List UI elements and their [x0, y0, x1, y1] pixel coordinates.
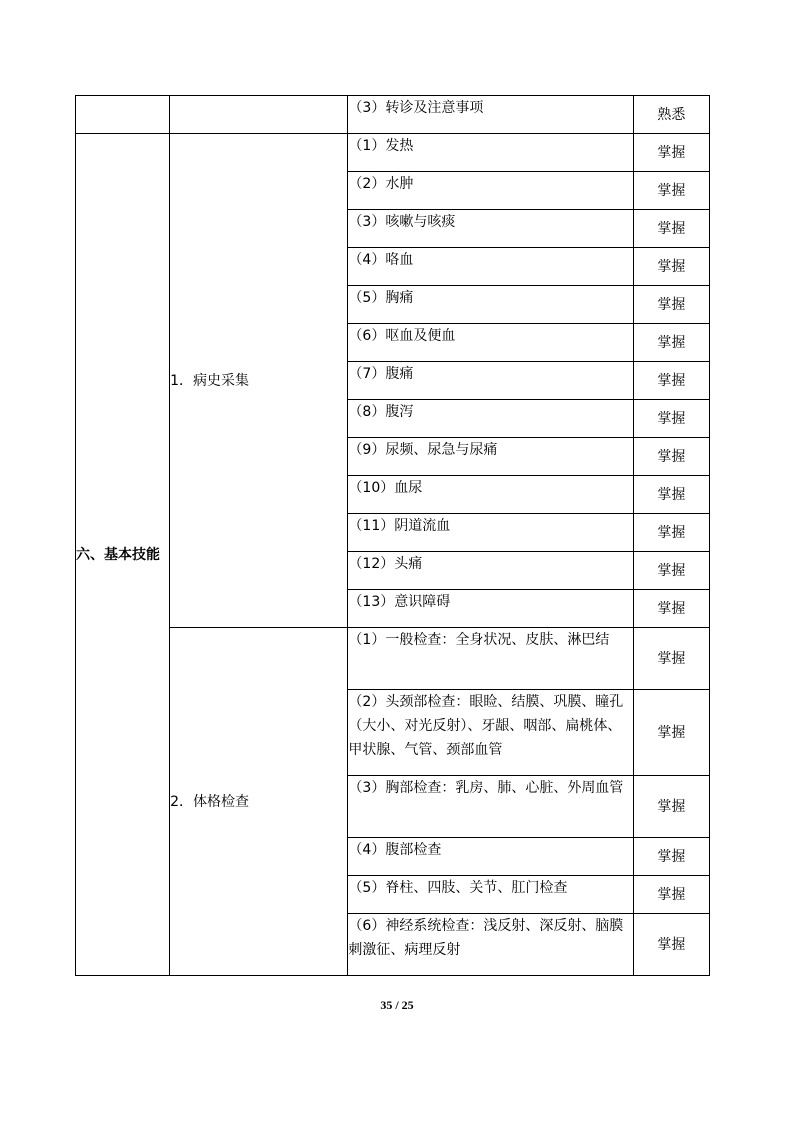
item-cell: （7）腹痛	[348, 362, 633, 400]
item-cell: （11）阴道流血	[348, 514, 633, 552]
level-cell: 掌握	[633, 914, 709, 976]
item-cell: （13）意识障碍	[348, 590, 633, 628]
item-cell: （2）水肿	[348, 172, 633, 210]
item-cell: （2）头颈部检查：眼睑、结膜、巩膜、瞳孔（大小、对光反射）、牙龈、咽部、扁桃体、甲状腺、气管、颈部血管	[348, 690, 633, 776]
table-body	[76, 96, 710, 976]
item-cell: （10）血尿	[348, 476, 633, 514]
level-cell: 掌握	[633, 286, 709, 324]
table-row	[76, 628, 710, 690]
item-cell: （8）腹泻	[348, 400, 633, 438]
level-cell: 掌握	[633, 876, 709, 914]
item-cell: （9）尿频、尿急与尿痛	[348, 438, 633, 476]
item-cell: （4）腹部检查	[348, 838, 633, 876]
level-cell: 掌握	[633, 476, 709, 514]
category-cell: 六、基本技能	[76, 134, 170, 976]
category-cell-empty	[76, 96, 170, 134]
table-row	[76, 96, 710, 134]
item-cell: （1）一般检查：全身状况、皮肤、淋巴结	[348, 628, 633, 690]
item-cell: （3）转诊及注意事项	[348, 96, 633, 134]
level-cell: 掌握	[633, 690, 709, 776]
level-cell: 掌握	[633, 362, 709, 400]
level-cell: 掌握	[633, 552, 709, 590]
level-cell: 掌握	[633, 134, 709, 172]
item-cell: （12）头痛	[348, 552, 633, 590]
item-cell: （1）发热	[348, 134, 633, 172]
level-cell: 掌握	[633, 210, 709, 248]
item-cell: （3）胸部检查：乳房、肺、心脏、外周血管	[348, 776, 633, 838]
item-cell: （3）咳嗽与咳痰	[348, 210, 633, 248]
item-cell: （4）咯血	[348, 248, 633, 286]
level-cell: 掌握	[633, 248, 709, 286]
subcategory-cell: 2．体格检查	[170, 628, 348, 976]
subcategory-cell-empty	[170, 96, 348, 134]
level-cell: 掌握	[633, 324, 709, 362]
item-cell: （5）脊柱、四肢、关节、肛门检查	[348, 876, 633, 914]
subcategory-cell: 1．病史采集	[170, 134, 348, 628]
level-cell: 掌握	[633, 172, 709, 210]
level-cell: 掌握	[633, 838, 709, 876]
level-cell: 掌握	[633, 438, 709, 476]
item-cell: （5）胸痛	[348, 286, 633, 324]
level-cell: 掌握	[633, 400, 709, 438]
level-cell: 掌握	[633, 514, 709, 552]
level-cell: 掌握	[633, 776, 709, 838]
page-number: 35 / 25	[380, 998, 414, 1012]
level-cell: 熟悉	[633, 96, 709, 134]
syllabus-table	[75, 95, 710, 976]
item-cell: （6）神经系统检查：浅反射、深反射、脑膜刺激征、病理反射	[348, 914, 633, 976]
item-cell: （6）呕血及便血	[348, 324, 633, 362]
level-cell: 掌握	[633, 628, 709, 690]
level-cell: 掌握	[633, 590, 709, 628]
table-row	[76, 134, 710, 172]
